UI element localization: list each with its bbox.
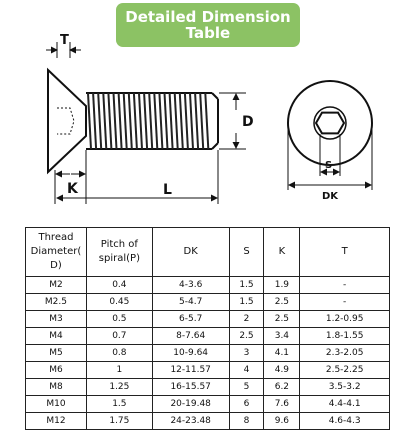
thread-line [205,93,208,149]
table-cell: 4-3.6 [152,277,229,294]
table-row [26,328,390,345]
thread-line [93,93,96,149]
d-label: D [242,114,254,130]
k-label: K [67,181,78,197]
table-cell: 1.25 [86,379,152,396]
thread-line [185,93,188,149]
thread-line [114,93,117,149]
table-cell: 8 [229,413,264,430]
t-label: T [60,33,69,48]
table-cell: 1.75 [86,413,152,430]
thread-line [139,93,142,149]
table-row [26,379,390,396]
table-cell: 24-23.48 [152,413,229,430]
thread-line [134,93,137,149]
dimension-table [25,227,390,430]
table-cell: 0.5 [86,311,152,328]
screw-side-view [48,70,218,172]
thread-line [124,93,127,149]
table-cell: 0.45 [86,294,152,311]
table-cell: M2.5 [26,294,87,311]
l-dimension [57,150,218,204]
column-header: S [229,228,264,277]
table-cell: 6.2 [264,379,300,396]
table-cell: 2.5 [229,328,264,345]
table-header-row [26,228,390,277]
table-cell: M6 [26,362,87,379]
thread-line [200,93,203,149]
table-row [26,413,390,430]
thread-line [88,93,91,149]
table-cell: 6 [229,396,264,413]
table-cell: 6-5.7 [152,311,229,328]
table-row [26,396,390,413]
thread-line [108,93,111,149]
table-cell: 1.8-1.55 [300,328,390,345]
table-cell: 2.3-2.05 [300,345,390,362]
column-header: T [300,228,390,277]
table-cell: 3 [229,345,264,362]
table-cell: 0.7 [86,328,152,345]
table-cell: 3.4 [264,328,300,345]
table-cell: 0.8 [86,345,152,362]
table-cell: - [300,294,390,311]
screw-thread [86,93,218,149]
t-dimension [46,33,81,58]
thread-line [119,93,122,149]
l-label: L [163,182,172,198]
thread-line [175,93,178,149]
table-row [26,345,390,362]
table-cell: 7.6 [264,396,300,413]
table-cell: 1.9 [264,277,300,294]
table-cell: 9.6 [264,413,300,430]
thread-line [144,93,147,149]
table-cell: M2 [26,277,87,294]
table-cell: M5 [26,345,87,362]
table-cell: 5-4.7 [152,294,229,311]
table-cell: 8-7.64 [152,328,229,345]
table-cell: 4.9 [264,362,300,379]
d-dimension [219,93,254,149]
table-cell: 2 [229,311,264,328]
table-row [26,294,390,311]
table-cell: 2.5 [264,294,300,311]
table-cell: 4.4-4.1 [300,396,390,413]
table-cell: 12-11.57 [152,362,229,379]
table-body [26,277,390,430]
banner-title-line1: Detailed Dimension [125,8,291,26]
thread-line [190,93,193,149]
table-cell: 1.2-0.95 [300,311,390,328]
thread-line [159,93,162,149]
table-cell: 2.5-2.25 [300,362,390,379]
table-cell: 4.6-4.3 [300,413,390,430]
table-cell: M12 [26,413,87,430]
table-cell: M3 [26,311,87,328]
table-cell: 0.4 [86,277,152,294]
thread-line [180,93,183,149]
thread-line [195,93,198,149]
column-header: K [264,228,300,277]
thread-line [129,93,132,149]
table-cell: - [300,277,390,294]
table-cell: 4.1 [264,345,300,362]
table-cell: 1 [86,362,152,379]
table-cell: M8 [26,379,87,396]
screw-head-top-view [288,81,372,202]
column-header: DK [152,228,229,277]
table-cell: 16-15.57 [152,379,229,396]
table-row [26,277,390,294]
banner-title-line2: Table [185,24,231,42]
thread-line [98,93,101,149]
dk-label: DK [322,191,339,202]
thread-line [154,93,157,149]
s-label: S [325,160,333,171]
table-cell: 10-9.64 [152,345,229,362]
thread-line [165,93,168,149]
table-cell: 1.5 [86,396,152,413]
table-cell: M4 [26,328,87,345]
table-cell: 1.5 [229,277,264,294]
thread-line [103,93,106,149]
table-row [26,362,390,379]
table-cell: 20-19.48 [152,396,229,413]
table-cell: 3.5-3.2 [300,379,390,396]
table-cell: M10 [26,396,87,413]
table-cell: 2.5 [264,311,300,328]
thread-line [149,93,152,149]
thread-line [170,93,173,149]
column-header: Pitch of spiral(P) [86,228,152,277]
table-cell: 5 [229,379,264,396]
table-row [26,311,390,328]
table-cell: 4 [229,362,264,379]
table-cell: 1.5 [229,294,264,311]
column-header: Thread Diameter( D) [26,228,87,277]
